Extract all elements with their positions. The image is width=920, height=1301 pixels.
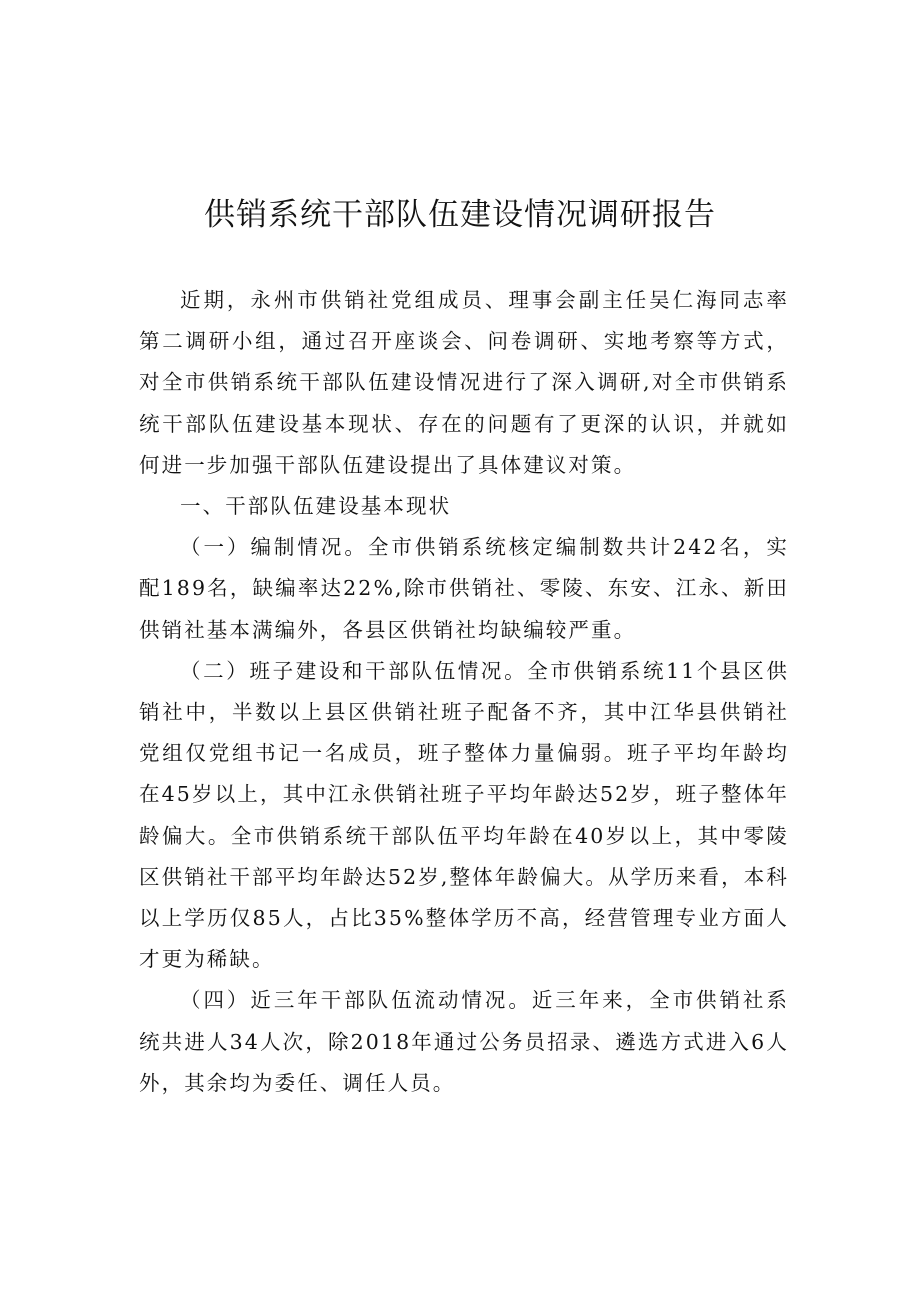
paragraph-staffing: （一）编制情况。全市供销系统核定编制数共计242名，实配189名，缺编率达22%,除市供销社、零陵、东安、江永、新田供销社基本满编外，各县区供销社均缺编较严重。 [139,535,789,642]
paragraph-intro: 近期，永州市供销社党组成员、理事会副主任吴仁海同志率第二调研小组，通过召开座谈会、问卷调研、实地考察等方式，对全市供销系统干部队伍建设情况进行了深入调研,对全市供销系统干部队伍建设基本现状、存在的问题有了更深的认识，并就如何进一步加强干部队伍建设提出了具体建议对策。 [139,288,789,477]
section-heading: 一、干部队伍建设基本现状 [180,494,452,519]
paragraph-mobility: （四）近三年干部队伍流动情况。近三年来，全市供销社系统共进人34人次，除2018年通过公务员招录、遴选方式进入6人外，其余均为委任、调任人员。 [139,988,789,1095]
document-body [139,280,789,1104]
paragraph-leadership: （二）班子建设和干部队伍情况。全市供销系统11个县区供销社中，半数以上县区供销社班子配备不齐，其中江华县供销社党组仅党组书记一名成员，班子整体力量偏弱。班子平均年龄均在45岁以上，其中江永供销社班子平均年龄达52岁，班子整体年龄偏大。全市供销系统干部队伍平均年龄在40岁以上，其中零陵区供销社干部平均年龄达52岁,整体年龄偏大。从学历来看，本科以上学历仅85人，占比35%整体学历不高，经营管理专业方面人才更为稀缺。 [139,658,789,972]
document-title: 供销系统干部队伍建设情况调研报告 [204,197,716,233]
